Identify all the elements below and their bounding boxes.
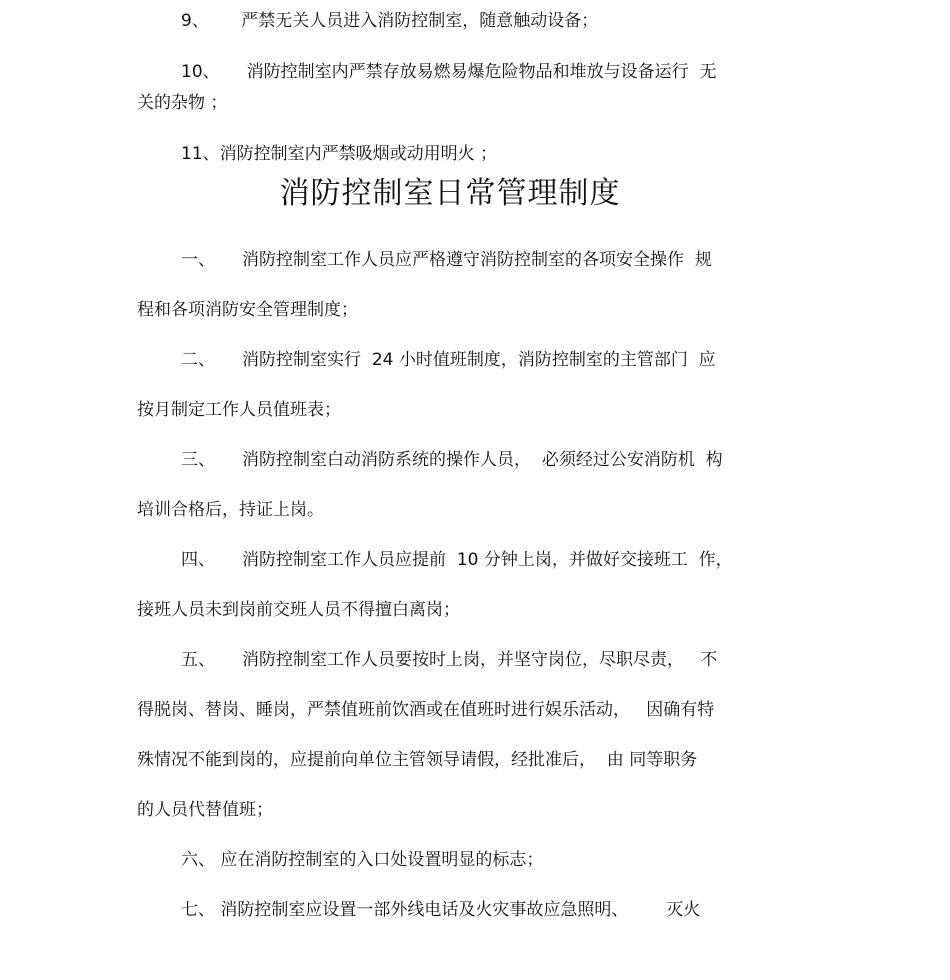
- clause-5-line2: 得脱岗、替岗、睡岗，严禁值班前饮酒或在值班时进行娱乐活动， 因确有特: [137, 700, 715, 720]
- rule-10-line1: 10、 消防控制室内严禁存放易燃易爆危险物品和堆放与设备运行 无: [181, 62, 717, 82]
- clause-3-line2: 培训合格后，持证上岗。: [137, 500, 324, 520]
- rule-9: 9、 严禁无关人员进入消防控制室，随意触动设备；: [181, 11, 599, 31]
- clause-1-line2: 程和各项消防安全管理制度；: [137, 300, 358, 320]
- clause-5-line1: 五、 消防控制室工作人员要按时上岗，并坚守岗位，尽职尽责， 不: [181, 650, 718, 670]
- clause-6: 六、 应在消防控制室的入口处设置明显的标志；: [181, 850, 544, 870]
- rule-11: 11、消防控制室内严禁吸烟或动用明火 ；: [181, 144, 498, 164]
- clause-2-line1: 二、 消防控制室实行 24 小时值班制度，消防控制室的主管部门 应: [181, 350, 716, 370]
- rule-10-line2: 关的杂物 ；: [137, 93, 228, 113]
- document-title: 消防控制室日常管理制度: [279, 176, 621, 211]
- clause-7-line1: 七、 消防控制室应设置一部外线电话及火灾事故应急照明、 灭火: [181, 900, 701, 920]
- clause-5-line4: 的人员代替值班；: [137, 800, 273, 820]
- clause-2-line2: 按月制定工作人员值班表；: [137, 400, 341, 420]
- clause-4-line1: 四、 消防控制室工作人员应提前 10 分钟上岗，并做好交接班工 作，: [181, 550, 733, 570]
- clause-3-line1: 三、 消防控制室白动消防系统的操作人员， 必须经过公安消防机 构: [181, 450, 723, 470]
- clause-1-line1: 一、 消防控制室工作人员应严格遵守消防控制室的各项安全操作 规: [181, 250, 712, 270]
- clause-5-line3: 殊情况不能到岗的，应提前向单位主管领导请假，经批准后， 由 同等职务: [137, 750, 698, 770]
- clause-4-line2: 接班人员未到岗前交班人员不得擅白离岗；: [137, 600, 460, 620]
